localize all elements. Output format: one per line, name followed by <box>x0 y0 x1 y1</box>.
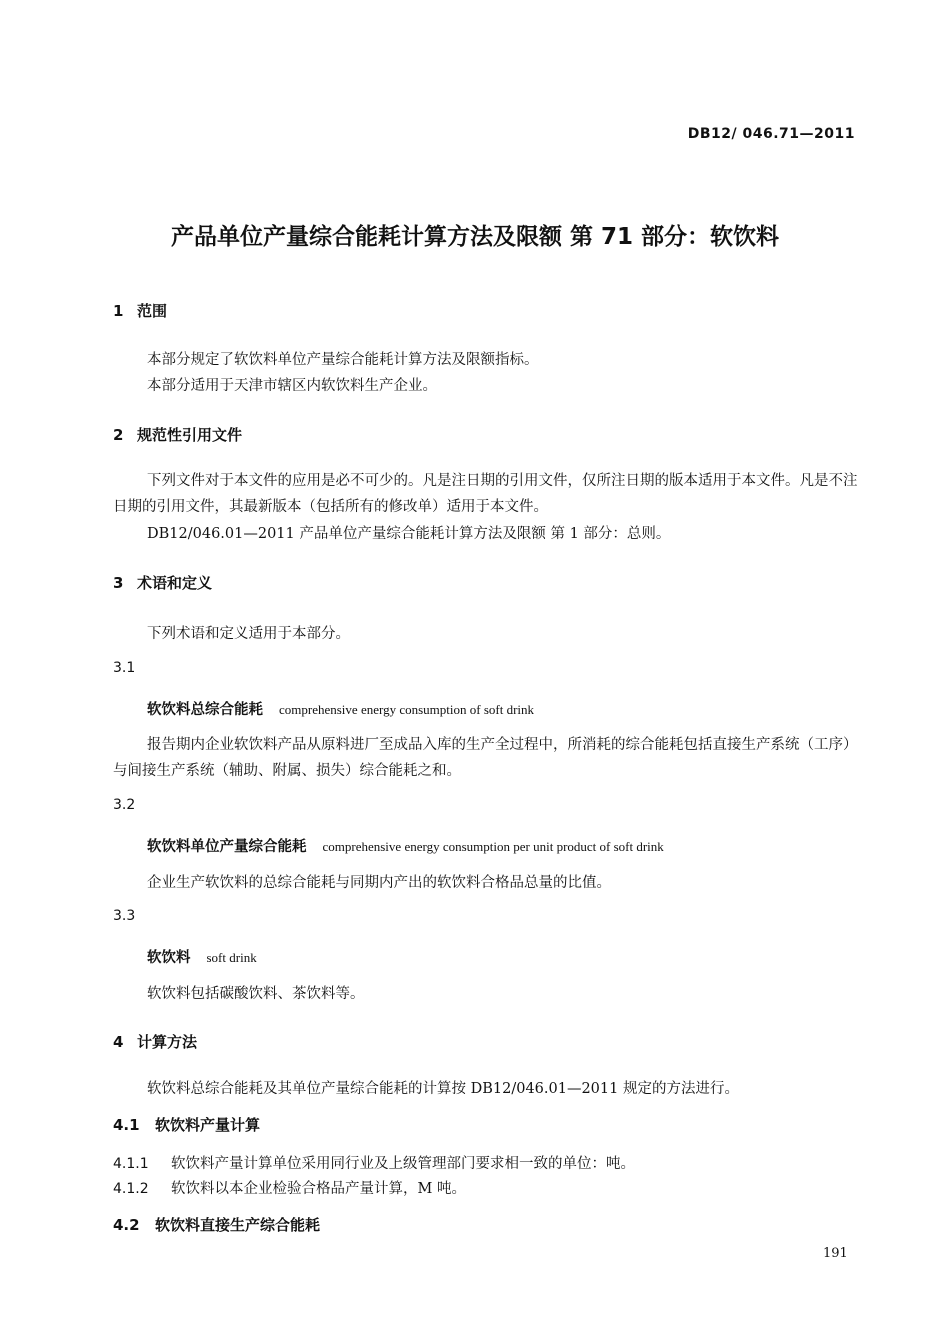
definition-3-3: 软饮料包括碳酸饮料、茶饮料等。 <box>147 986 365 1002</box>
normative-reference: DB12/046.01—2011 产品单位产量综合能耗计算方法及限额 第 1 部分：总则。 <box>147 526 671 542</box>
term-zh: 软饮料单位产量综合能耗 <box>147 839 307 855</box>
section-title: 规范性引用文件 <box>137 426 243 444</box>
definition-3-2: 企业生产软饮料的总综合能耗与同期内产出的软饮料合格品总量的比值。 <box>147 875 611 891</box>
document-number: DB12/ 046.71—2011 <box>687 126 855 142</box>
section-1-paragraph-2: 本部分适用于天津市辖区内软饮料生产企业。 <box>147 378 437 394</box>
term-en: comprehensive energy consumption of soft drink <box>279 702 535 717</box>
section-3-paragraph-1: 下列术语和定义适用于本部分。 <box>147 626 350 642</box>
section-title: 范围 <box>137 302 168 320</box>
section-number: 2 <box>113 426 124 444</box>
definition-3-1: 报告期内企业软饮料产品从原料进厂至成品入库的生产全过程中，所消耗的综合能耗包括直接生产系统（工序）与间接生产系统（辅助、附属、损失）综合能耗之和。 <box>113 737 858 779</box>
section-2-paragraph-1: 下列文件对于本文件的应用是必不可少的。凡是注日期的引用文件，仅所注日期的版本适用于本文件。凡是不注日期的引用文件，其最新版本（包括所有的修改单）适用于本文件。 <box>113 473 858 515</box>
item-number: 4.1.2 <box>113 1181 149 1197</box>
item-number: 4.1.1 <box>113 1156 149 1172</box>
term-en: comprehensive energy consumption per unit product of soft drink <box>322 839 664 854</box>
section-4-2-heading <box>113 1214 320 1235</box>
item-4-1-1 <box>113 1152 635 1173</box>
section-4-1-heading <box>113 1114 260 1135</box>
clause-3-3-number: 3.3 <box>113 908 136 924</box>
clause-3-1-number: 3.1 <box>113 660 136 676</box>
term-zh: 软饮料总综合能耗 <box>147 702 263 718</box>
item-text: 软饮料产量计算单位采用同行业及上级管理部门要求相一致的单位：吨。 <box>171 1156 635 1172</box>
section-2-heading <box>113 424 242 445</box>
section-1-heading <box>113 300 167 321</box>
section-title: 软饮料产量计算 <box>155 1116 261 1134</box>
section-title: 软饮料直接生产综合能耗 <box>155 1216 321 1234</box>
term-en: soft drink <box>206 950 257 965</box>
page-title: 产品单位产量综合能耗计算方法及限额 第 71 部分：软饮料 <box>170 224 780 250</box>
section-number: 4 <box>113 1033 124 1051</box>
section-title: 术语和定义 <box>137 574 213 592</box>
item-4-1-2 <box>113 1177 466 1198</box>
term-3-3 <box>147 946 257 967</box>
section-title: 计算方法 <box>137 1033 198 1051</box>
term-3-2 <box>147 835 664 856</box>
section-number: 3 <box>113 574 124 592</box>
section-number: 4.1 <box>113 1116 140 1134</box>
section-4-heading <box>113 1031 197 1052</box>
page-number: 191 <box>823 1246 848 1261</box>
section-number: 1 <box>113 302 124 320</box>
section-4-paragraph-1: 软饮料总综合能耗及其单位产量综合能耗的计算按 DB12/046.01—2011 规定的方法进行。 <box>147 1081 739 1097</box>
term-zh: 软饮料 <box>147 950 191 966</box>
section-number: 4.2 <box>113 1216 140 1234</box>
item-text: 软饮料以本企业检验合格品产量计算，M 吨。 <box>171 1181 466 1197</box>
term-3-1 <box>147 698 534 719</box>
section-3-heading <box>113 572 212 593</box>
section-1-paragraph-1: 本部分规定了软饮料单位产量综合能耗计算方法及限额指标。 <box>147 352 539 368</box>
clause-3-2-number: 3.2 <box>113 797 136 813</box>
